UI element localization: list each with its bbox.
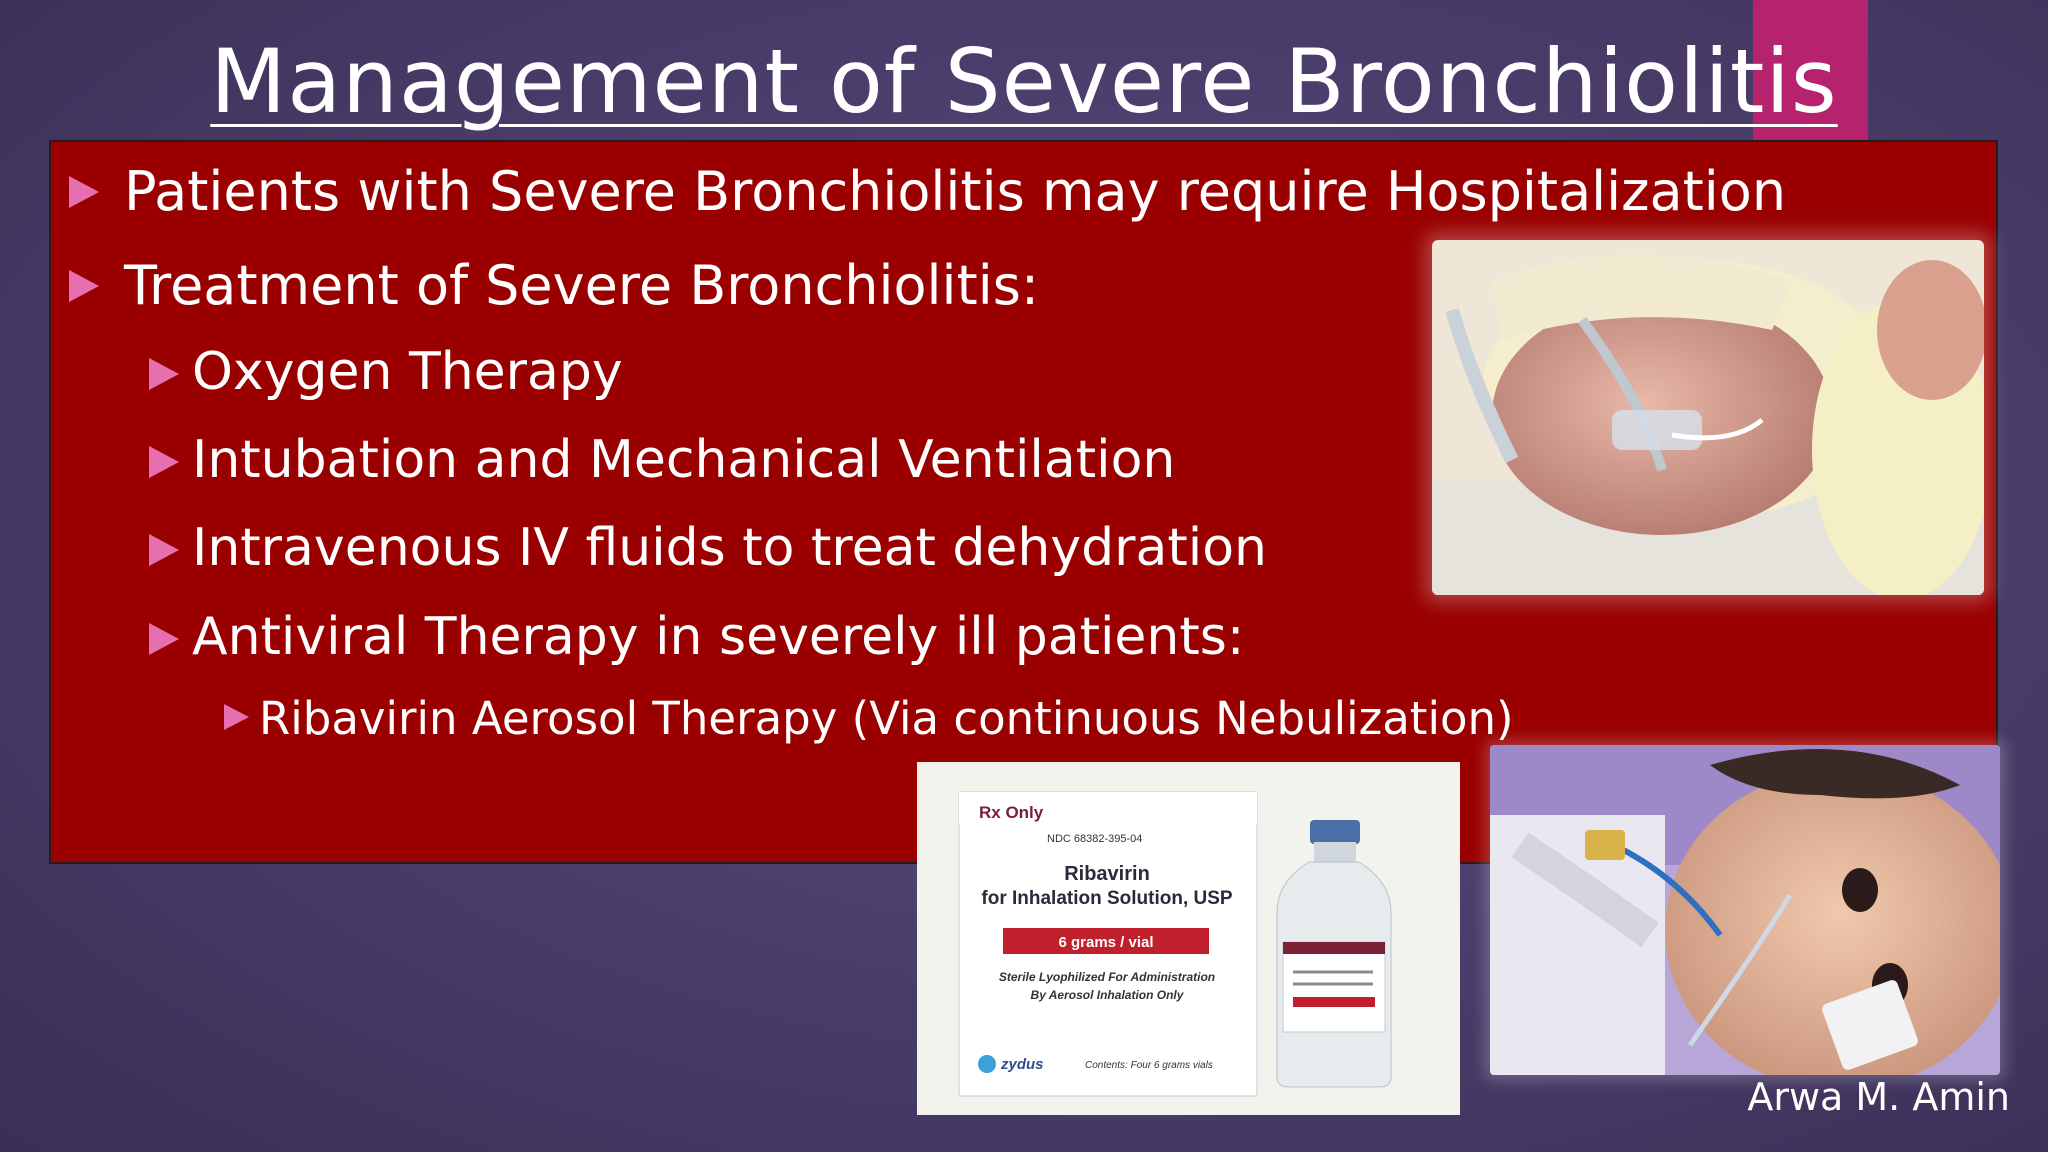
dose-label: 6 grams / vial — [1058, 934, 1154, 951]
infant-cannula-photo — [1490, 745, 2000, 1075]
rx-only-label: Rx Only — [979, 803, 1044, 822]
ndc-label: NDC 68382-395-04 — [1047, 833, 1143, 845]
bullet-text: Oxygen Therapy — [192, 342, 623, 402]
product-name-1: Ribavirin — [1064, 863, 1150, 885]
bullet-arrow-icon — [69, 270, 99, 302]
bullet-text: Antiviral Therapy in severely ill patients: — [192, 607, 1245, 667]
bullet-text: Treatment of Severe Bronchiolitis: — [124, 254, 1040, 317]
bullet-arrow-icon — [149, 446, 179, 478]
bullet-arrow-icon — [224, 704, 249, 730]
contents-label: Contents: Four 6 grams vials — [1085, 1060, 1213, 1071]
desc-line-2: By Aerosol Inhalation Only — [1030, 988, 1184, 1002]
brand-label: zydus — [1001, 1056, 1044, 1073]
bullet-arrow-icon — [149, 623, 179, 655]
ribavirin-product-photo — [917, 762, 1460, 1115]
slide-title: Management of Severe Bronchiolitis — [210, 30, 1838, 133]
bullet-text: Ribavirin Aerosol Therapy (Via continuous Nebulization) — [259, 692, 1514, 745]
bullet-text: Intravenous IV fluids to treat dehydration — [192, 518, 1267, 578]
bullet-text: Patients with Severe Bronchiolitis may require Hospitalization — [124, 160, 1787, 223]
desc-line-1: Sterile Lyophilized For Administration — [998, 970, 1216, 984]
product-name-2: for Inhalation Solution, USP — [981, 888, 1233, 909]
bullet-text: Intubation and Mechanical Ventilation — [192, 430, 1176, 490]
intubated-infant-photo — [1432, 240, 1984, 595]
bullet-arrow-icon — [149, 534, 179, 566]
bullet-arrow-icon — [69, 176, 99, 208]
bullet-arrow-icon — [149, 358, 179, 390]
author-credit: Arwa M. Amin — [1747, 1075, 2010, 1119]
